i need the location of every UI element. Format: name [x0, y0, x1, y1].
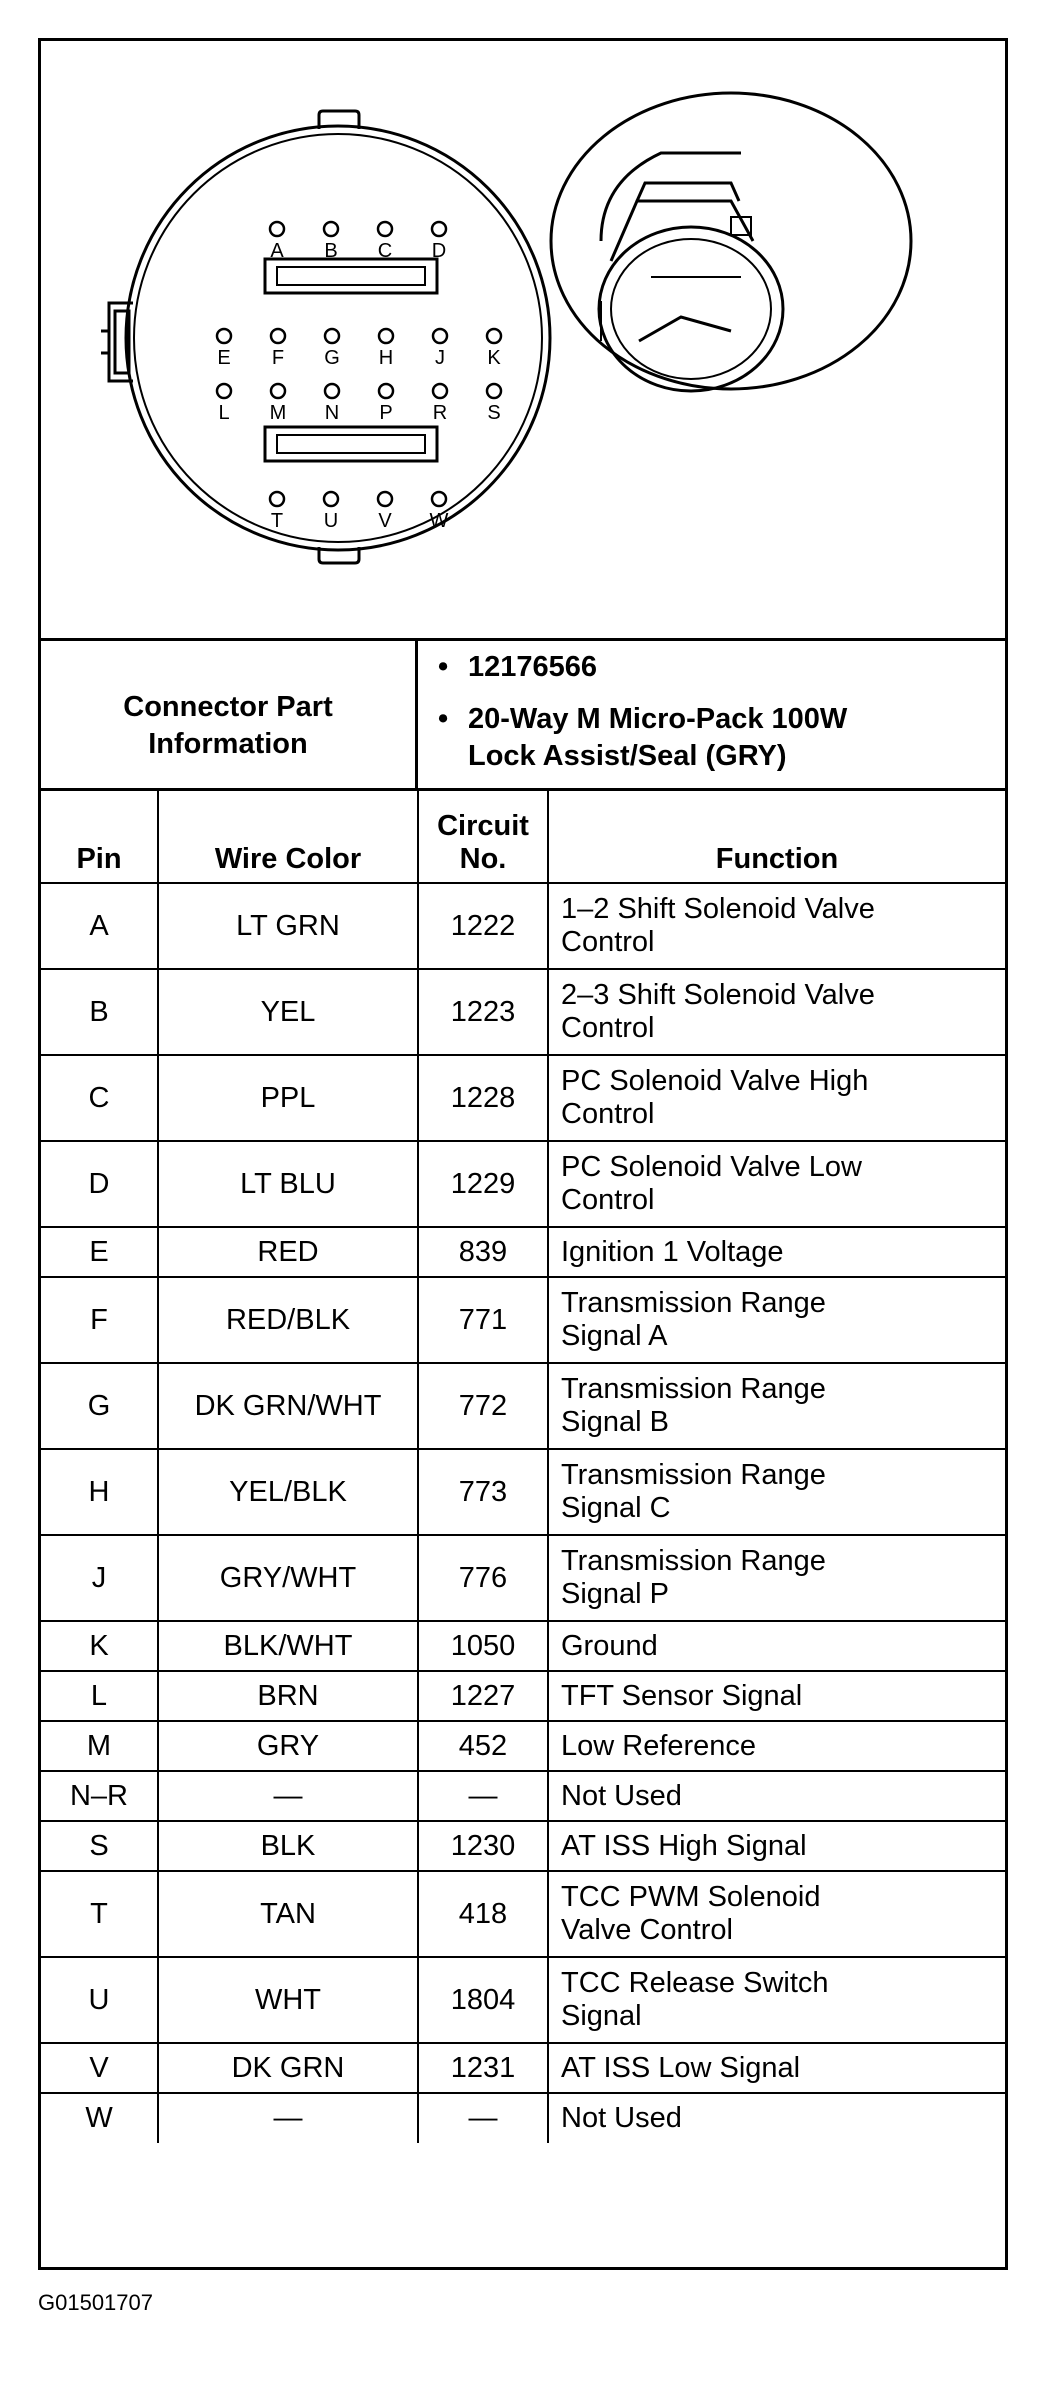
- function-line1: Low Reference: [561, 1729, 757, 1762]
- function-cell: [548, 1721, 1005, 1771]
- function-cell: [548, 1055, 1005, 1141]
- figure-id: G01501707: [38, 2290, 153, 2315]
- pin-cavity: [270, 222, 284, 236]
- pin-cavity: [487, 384, 501, 398]
- pin-cell: N–R: [41, 1771, 158, 1821]
- pin-cavity: [433, 384, 447, 398]
- wire-color-cell: —: [158, 2093, 418, 2143]
- function-line2: Signal A: [561, 1320, 668, 1352]
- function-cell: [548, 1671, 1005, 1721]
- function-cell: [548, 1141, 1005, 1227]
- pin-cell: F: [41, 1277, 158, 1363]
- pin-letter: A: [270, 240, 284, 262]
- function-line1: Transmission Range: [561, 1545, 826, 1577]
- table-row: [41, 1277, 1005, 1363]
- function-line2: Signal P: [561, 1578, 670, 1610]
- function-line1: PC Solenoid Valve High: [561, 1065, 869, 1097]
- function-cell: [548, 1227, 1005, 1277]
- function-line1: TCC PWM Solenoid: [561, 1881, 821, 1913]
- pin-letter: P: [379, 402, 393, 424]
- pin-letter: M: [269, 402, 287, 424]
- pin-letter: V: [378, 510, 392, 532]
- part-number-bullet: [438, 649, 597, 686]
- pin-cell: W: [41, 2093, 158, 2143]
- function-line2: Signal C: [561, 1492, 671, 1524]
- pin-cavity: [270, 492, 284, 506]
- function-cell: [548, 1535, 1005, 1621]
- circuit-cell: 1804: [418, 1957, 548, 2043]
- pin-cavity: [325, 384, 339, 398]
- pin-letter: F: [271, 347, 285, 369]
- function-line1: AT ISS Low Signal: [561, 2051, 801, 2084]
- wire-color-cell: GRY: [158, 1721, 418, 1771]
- pin-cell: A: [41, 883, 158, 969]
- pin-cell: G: [41, 1363, 158, 1449]
- wire-color-cell: RED: [158, 1227, 418, 1277]
- table-row: [41, 1227, 1005, 1277]
- function-cell: [548, 1621, 1005, 1671]
- pin-cell: L: [41, 1671, 158, 1721]
- circuit-cell: 771: [418, 1277, 548, 1363]
- wire-color-cell: GRY/WHT: [158, 1535, 418, 1621]
- pin-cavity: [324, 222, 338, 236]
- wire-color-cell: —: [158, 1771, 418, 1821]
- part-info-label-line2: Information: [148, 727, 308, 760]
- function-line1: Not Used: [561, 1779, 682, 1812]
- pin-letter: C: [377, 240, 393, 262]
- function-line1: Transmission Range: [561, 1459, 826, 1491]
- wire-color-cell: YEL: [158, 969, 418, 1055]
- header-pin: Pin: [41, 791, 158, 883]
- function-line1: Ground: [561, 1629, 658, 1662]
- header-circuit-line2: No.: [459, 843, 507, 875]
- table-row: [41, 1721, 1005, 1771]
- part-info-bullets: [418, 641, 1005, 788]
- connector-part-info: [41, 641, 1005, 791]
- circuit-cell: 1229: [418, 1141, 548, 1227]
- circuit-cell: 1231: [418, 2043, 548, 2093]
- pin-letter: H: [378, 347, 394, 369]
- pin-letter: T: [270, 510, 284, 532]
- pinout-table: [41, 791, 1005, 2143]
- function-cell: [548, 1449, 1005, 1535]
- wire-color-cell: YEL/BLK: [158, 1449, 418, 1535]
- function-line2: Control: [561, 1012, 655, 1044]
- pin-cavity: [324, 492, 338, 506]
- pin-letter: G: [324, 347, 340, 369]
- pin-cell: V: [41, 2043, 158, 2093]
- pin-cavity: [432, 492, 446, 506]
- table-row: [41, 2093, 1005, 2143]
- pin-cell: D: [41, 1141, 158, 1227]
- connector-sheet: [38, 38, 1008, 2270]
- wire-color-cell: BLK/WHT: [158, 1621, 418, 1671]
- pin-cell: S: [41, 1821, 158, 1871]
- bullet-dot: •: [438, 651, 449, 683]
- pin-cavity: [271, 384, 285, 398]
- pin-circles: [217, 222, 501, 506]
- table-row: [41, 2043, 1005, 2093]
- function-line1: Not Used: [561, 2102, 682, 2134]
- function-cell: [548, 883, 1005, 969]
- function-line1: Ignition 1 Voltage: [561, 1235, 784, 1268]
- pin-cavity: [378, 492, 392, 506]
- pin-cavity: [217, 329, 231, 343]
- circuit-cell: 1228: [418, 1055, 548, 1141]
- pin-cell: C: [41, 1055, 158, 1141]
- table-row: [41, 883, 1005, 969]
- function-cell: [548, 2043, 1005, 2093]
- pin-cavity: [217, 384, 231, 398]
- function-line2: Control: [561, 1098, 655, 1130]
- pin-letter: W: [429, 510, 449, 532]
- table-row: [41, 1055, 1005, 1141]
- function-line1: PC Solenoid Valve Low: [561, 1151, 862, 1183]
- function-line2: Valve Control: [561, 1914, 733, 1946]
- function-line2: Signal B: [561, 1406, 670, 1438]
- pin-cavity: [271, 329, 285, 343]
- pin-cavity: [379, 384, 393, 398]
- function-cell: [548, 1363, 1005, 1449]
- pin-labels: [217, 240, 501, 532]
- function-line1: TCC Release Switch: [561, 1967, 829, 1999]
- circuit-cell: 1223: [418, 969, 548, 1055]
- table-row: [41, 1449, 1005, 1535]
- function-cell: [548, 969, 1005, 1055]
- wire-color-cell: LT BLU: [158, 1141, 418, 1227]
- function-line1: AT ISS High Signal: [561, 1829, 807, 1862]
- part-description-line1: 20-Way M Micro-Pack 100W: [468, 703, 848, 735]
- function-line1: 1–2 Shift Solenoid Valve: [561, 893, 875, 925]
- function-cell: [548, 1871, 1005, 1957]
- function-line2: Signal: [561, 2000, 642, 2032]
- pin-cavity: [325, 329, 339, 343]
- pin-cavity: [487, 329, 501, 343]
- part-number: 12176566: [468, 651, 598, 683]
- pin-cell: T: [41, 1871, 158, 1957]
- pin-letter: J: [435, 347, 445, 369]
- table-row: [41, 1141, 1005, 1227]
- wire-color-cell: DK GRN: [158, 2043, 418, 2093]
- pin-cell: E: [41, 1227, 158, 1277]
- circuit-cell: 1050: [418, 1621, 548, 1671]
- table-row: [41, 1771, 1005, 1821]
- pin-letter: K: [487, 347, 501, 369]
- header-wire-color: Wire Color: [158, 791, 418, 883]
- table-row: [41, 1957, 1005, 2043]
- wire-color-cell: LT GRN: [158, 883, 418, 969]
- connector-diagram: [41, 41, 1005, 641]
- pinout-body: [41, 883, 1005, 2143]
- pin-letter: U: [323, 510, 339, 532]
- table-row: [41, 1871, 1005, 1957]
- pin-cell: K: [41, 1621, 158, 1671]
- function-cell: [548, 1771, 1005, 1821]
- function-cell: [548, 2093, 1005, 2143]
- circuit-cell: 1227: [418, 1671, 548, 1721]
- pinout-header-row: [41, 791, 1005, 883]
- header-circuit-no: [418, 791, 548, 883]
- pin-letter: R: [432, 402, 448, 424]
- pin-cell: U: [41, 1957, 158, 2043]
- pin-letter: S: [487, 402, 501, 424]
- pin-cell: B: [41, 969, 158, 1055]
- wire-color-cell: TAN: [158, 1871, 418, 1957]
- function-line1: Transmission Range: [561, 1373, 826, 1405]
- table-row: [41, 1621, 1005, 1671]
- table-row: [41, 1821, 1005, 1871]
- wire-color-cell: WHT: [158, 1957, 418, 2043]
- circuit-cell: 1230: [418, 1821, 548, 1871]
- circuit-cell: 1222: [418, 883, 548, 969]
- part-info-label-line1: Connector Part: [123, 690, 333, 723]
- pin-letter: E: [217, 347, 231, 369]
- pin-cavity: [433, 329, 447, 343]
- wire-color-cell: PPL: [158, 1055, 418, 1141]
- function-cell: [548, 1821, 1005, 1871]
- circuit-cell: 772: [418, 1363, 548, 1449]
- wire-color-cell: RED/BLK: [158, 1277, 418, 1363]
- table-row: [41, 1363, 1005, 1449]
- circuit-cell: 776: [418, 1535, 548, 1621]
- circuit-cell: 839: [418, 1227, 548, 1277]
- table-row: [41, 1671, 1005, 1721]
- part-description-bullet: [438, 701, 847, 775]
- bullet-dot: •: [438, 703, 449, 735]
- pin-letter: N: [324, 402, 340, 424]
- header-function: Function: [548, 791, 1005, 883]
- function-line1: 2–3 Shift Solenoid Valve: [561, 979, 875, 1011]
- circuit-cell: —: [418, 1771, 548, 1821]
- wire-color-cell: DK GRN/WHT: [158, 1363, 418, 1449]
- function-cell: [548, 1957, 1005, 2043]
- connector-illustration: [41, 41, 1005, 638]
- pin-letter: B: [324, 240, 338, 262]
- function-line1: TFT Sensor Signal: [561, 1679, 803, 1712]
- function-line1: Transmission Range: [561, 1287, 826, 1319]
- pin-cell: M: [41, 1721, 158, 1771]
- table-row: [41, 1535, 1005, 1621]
- circuit-cell: 773: [418, 1449, 548, 1535]
- circuit-cell: —: [418, 2093, 548, 2143]
- part-info-label: [41, 641, 418, 788]
- pin-cavity: [378, 222, 392, 236]
- connector-side-view: [551, 93, 911, 391]
- pin-cell: H: [41, 1449, 158, 1535]
- pin-cavity: [432, 222, 446, 236]
- pin-cell: J: [41, 1535, 158, 1621]
- circuit-cell: 418: [418, 1871, 548, 1957]
- pin-cavity: [379, 329, 393, 343]
- header-circuit-line1: Circuit: [437, 810, 529, 842]
- function-line2: Control: [561, 1184, 655, 1216]
- wire-color-cell: BLK: [158, 1821, 418, 1871]
- pin-letter: L: [218, 402, 230, 424]
- part-description-line2: Lock Assist/Seal (GRY): [468, 740, 787, 772]
- function-line2: Control: [561, 926, 655, 958]
- pin-letter: D: [431, 240, 447, 262]
- table-row: [41, 969, 1005, 1055]
- wire-color-cell: BRN: [158, 1671, 418, 1721]
- circuit-cell: 452: [418, 1721, 548, 1771]
- function-cell: [548, 1277, 1005, 1363]
